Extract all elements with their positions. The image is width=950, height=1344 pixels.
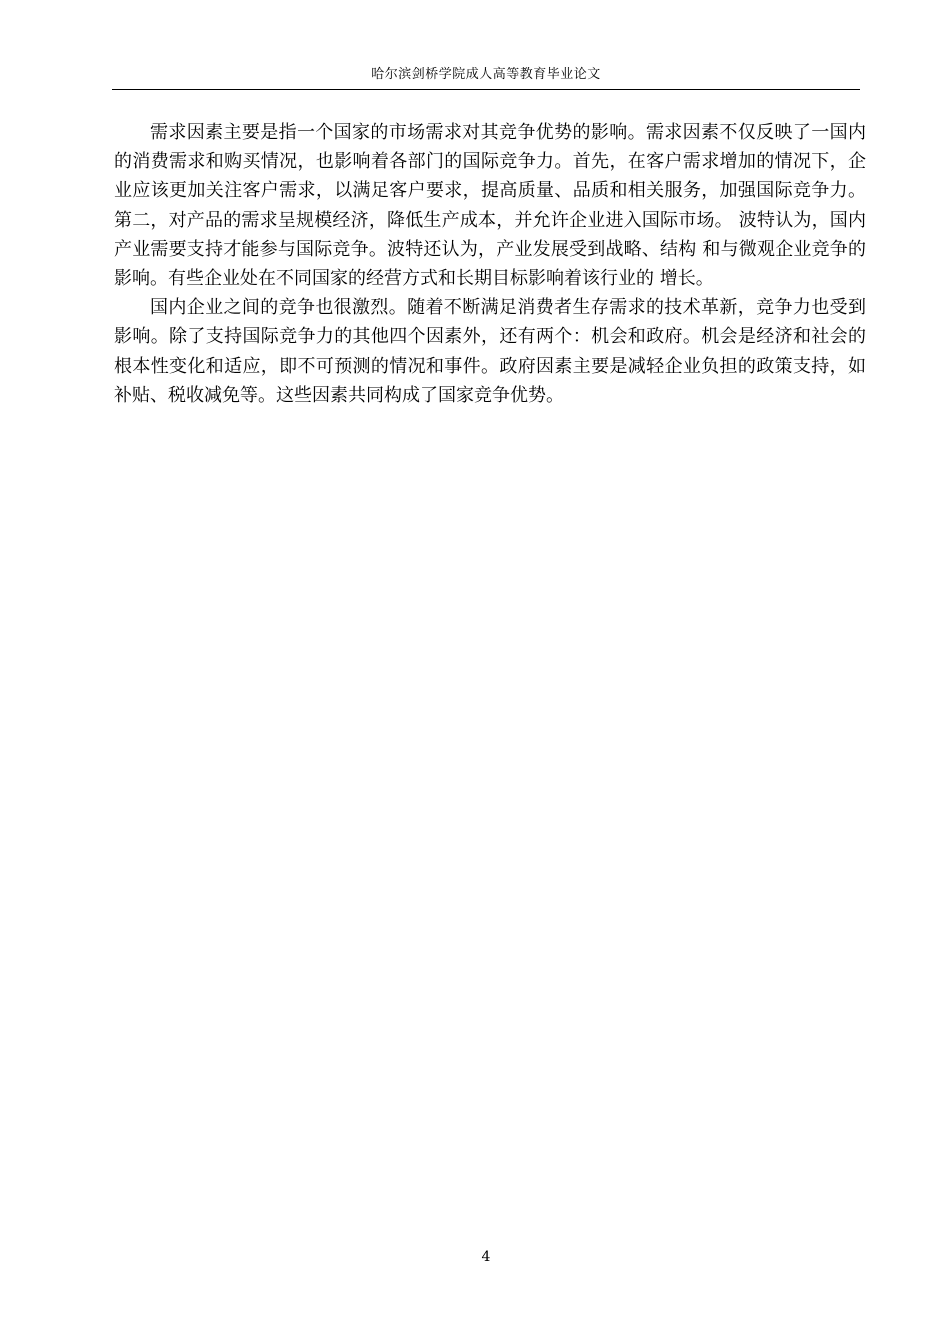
header-divider [112, 89, 860, 90]
header-title: 哈尔滨剑桥学院成人高等教育毕业论文 [371, 67, 601, 82]
paragraph-domestic-competition: 国内企业之间的竞争也很激烈。随着不断满足消费者生存需求的技术革新，竞争力也受到影响。除了支持国际竞争力的其他四个因素外，还有两个：机会和政府。机会是经济和社会的根本性变化和适应，即不可预测的情况和事件。政府因素主要是减轻企业负担的政策支持，如补贴、税收减免等。这些因素共同构成了国家竞争优势。 [114, 297, 866, 406]
body-text [114, 118, 866, 410]
page-header [112, 66, 860, 84]
paragraph-demand-factors: 需求因素主要是指一个国家的市场需求对其竞争优势的影响。需求因素不仅反映了一国内的消费需求和购买情况，也影响着各部门的国际竞争力。首先，在客户需求增加的情况下，企业应该更加关注客户需求，以满足客户要求，提高质量、品质和相关服务，加强国际竞争力。第二，对产品的需求呈规模经济，降低生产成本，并允许企业进入国际市场。 波特认为，国内产业需要支持才能参与国际竞争。波特还认为，产业发展受到战略、结构 和与微观企业竞争的影响。有些企业处在不同国家的经营方式和长期目标影响着该行业的 增长。 [114, 122, 866, 290]
page-number: 4 [481, 1249, 491, 1265]
